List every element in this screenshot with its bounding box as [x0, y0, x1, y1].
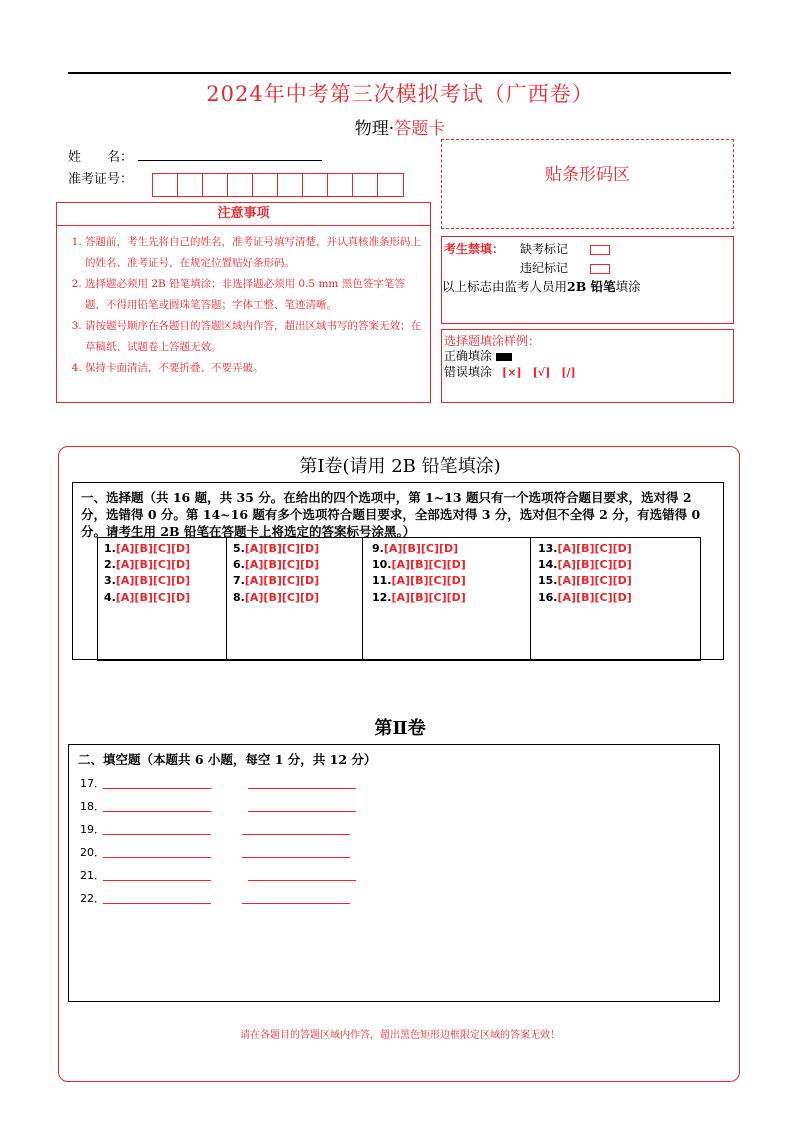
id-digit-cell[interactable] — [153, 174, 178, 196]
question-number: 4. — [104, 591, 116, 604]
ban-label: 考生禁填： — [444, 242, 505, 256]
notice-item: 3. 请按题号顺序在各题目的答题区域内作答，超出区域书写的答案无效；在草稿纸、试题卷上答题无效。 — [85, 316, 424, 358]
answer-options[interactable]: [A][B][C][D] — [557, 574, 632, 587]
question-number: 15. — [538, 574, 558, 587]
answer-options[interactable]: [A][B][C][D] — [115, 542, 191, 555]
question-number: 11. — [372, 574, 392, 587]
name-label: 姓 名： — [68, 150, 134, 165]
blank-number: 18． — [80, 800, 105, 813]
answer-options[interactable]: [A][B][C][D] — [244, 542, 320, 555]
notice-item: 2. 选择题必须用 2B 铅笔填涂；非选择题必须用 0.5 mm 黑色签字笔答题，不得用铅笔或圆珠笔答题；字体工整、笔迹清晰。 — [85, 274, 424, 316]
blank-number: 19． — [80, 823, 105, 836]
id-digit-cell[interactable] — [203, 174, 228, 196]
id-digit-cell[interactable] — [278, 174, 303, 196]
choice-question — [538, 591, 632, 604]
card-label: 答题卡 — [394, 119, 446, 139]
answer-blank[interactable] — [242, 834, 350, 835]
id-number-cells[interactable] — [152, 173, 404, 197]
answer-blank[interactable] — [103, 788, 211, 789]
correct-label: 正确填涂 — [444, 349, 493, 363]
choice-question — [538, 558, 632, 571]
choice-question — [372, 591, 466, 604]
ban-note-suffix: 填涂 — [615, 279, 641, 294]
answer-blank[interactable] — [248, 788, 356, 789]
answer-options[interactable]: [A][B][C][D] — [115, 574, 191, 587]
choice-question — [104, 591, 190, 604]
barcode-label: 贴条形码区 — [545, 165, 630, 185]
id-digit-cell[interactable] — [328, 174, 353, 196]
answer-options[interactable]: [A][B][C][D] — [244, 558, 320, 571]
ban-note-bold: 2B 铅笔 — [567, 279, 616, 294]
choice-instructions: 一、选择题（共 16 题，共 35 分。在给出的四个选项中，第 1~13 题只有一个选项符合题目要求，选对得 2 分，选错得 0 分。第 14~16 题有多个选项符合题目要求，全部选对得 3 分，选对但不全得 2 分，有选错得 0 分。请考生用 2B 铅笔在答题卡上将选定的答案标号涂黑。） — [81, 490, 701, 539]
question-number: 5. — [233, 542, 245, 555]
notice-list — [57, 232, 430, 379]
ban-note — [442, 277, 641, 295]
question-number: 6. — [233, 558, 245, 571]
choice-question — [233, 542, 319, 555]
choice-question — [233, 591, 319, 604]
notice-item: 4. 保持卡面清洁，不要折叠、不要弄破。 — [85, 358, 424, 379]
blank-number: 17． — [80, 777, 105, 790]
grid-divider — [530, 537, 531, 661]
absent-mark-box[interactable] — [590, 245, 610, 255]
ban-note-prefix: 以上标志由监考人员用 — [442, 279, 568, 294]
answer-blank[interactable] — [248, 880, 356, 881]
choice-question — [372, 542, 458, 555]
answer-options[interactable]: [A][B][C][D] — [115, 591, 191, 604]
notice-item: 1. 答题前，考生先将自己的姓名，准考证号填写清楚，并认真核准条形码上的姓名、准考证号，在规定位置贴好条形码。 — [85, 232, 424, 274]
choice-question — [372, 558, 466, 571]
choice-question — [104, 542, 190, 555]
question-number: 16. — [538, 591, 558, 604]
section1-title: 第Ⅰ卷(请用 2B 铅笔填涂) — [299, 456, 501, 477]
grid-divider — [362, 537, 363, 661]
choice-question — [538, 574, 632, 587]
section2-title: 第Ⅱ卷 — [374, 718, 426, 739]
violation-label: 违纪标记 — [520, 261, 569, 275]
choice-question — [104, 558, 190, 571]
id-digit-cell[interactable] — [178, 174, 203, 196]
subject-label: 物理· — [354, 119, 395, 139]
wrong-marks: [×] [√] [/] — [502, 366, 576, 379]
id-digit-cell[interactable] — [378, 174, 403, 196]
barcode-area — [441, 139, 734, 229]
violation-mark-row — [520, 259, 610, 276]
question-number: 12. — [372, 591, 392, 604]
wrong-label: 错误填涂 — [444, 365, 493, 379]
wrong-sample-row — [444, 363, 576, 380]
answer-options[interactable]: [A][B][C][D] — [557, 542, 632, 555]
answer-blank[interactable] — [103, 903, 211, 904]
notice-heading: 注意事项 — [57, 203, 430, 226]
answer-options[interactable]: [A][B][C][D] — [244, 591, 320, 604]
answer-blank[interactable] — [103, 834, 211, 835]
question-number: 10. — [372, 558, 392, 571]
choice-question — [233, 558, 319, 571]
choice-question — [233, 574, 319, 587]
choice-question — [538, 542, 632, 555]
correct-sample-row — [444, 347, 512, 364]
fill-blank-title: 二、填空题（本题共 6 小题，每空 1 分，共 12 分） — [78, 752, 377, 767]
answer-options[interactable]: [A][B][C][D] — [115, 558, 191, 571]
notice-box — [56, 202, 431, 403]
blank-number: 20． — [80, 846, 105, 859]
answer-options[interactable]: [A][B][C][D] — [557, 591, 632, 604]
top-rule — [68, 72, 731, 74]
answer-options[interactable]: [A][B][C][D] — [244, 574, 320, 587]
question-number: 3. — [104, 574, 116, 587]
answer-options[interactable]: [A][B][C][D] — [391, 574, 466, 587]
question-number: 9. — [372, 542, 384, 555]
answer-blank[interactable] — [103, 857, 211, 858]
violation-mark-box[interactable] — [590, 264, 610, 274]
fill-sample-box — [441, 329, 734, 403]
answer-blank[interactable] — [242, 857, 350, 858]
blank-number: 22． — [80, 892, 105, 905]
answer-blank[interactable] — [103, 811, 211, 812]
choice-question — [104, 574, 190, 587]
question-number: 7. — [233, 574, 245, 587]
id-digit-cell[interactable] — [353, 174, 378, 196]
card-subtitle — [0, 114, 800, 139]
id-label: 准考证号： — [68, 172, 134, 187]
answer-options[interactable]: [A][B][C][D] — [391, 558, 466, 571]
answer-blank[interactable] — [248, 811, 356, 812]
examiner-only-box — [441, 236, 734, 324]
absent-mark-row — [520, 240, 610, 257]
footer-warning: 请在各题目的答题区域内作答，超出黑色矩形边框限定区域的答案无效！ — [240, 1030, 560, 1041]
fill-blank-section — [68, 744, 720, 1002]
sample-label: 选择题填涂样例： — [444, 334, 541, 348]
answer-blank[interactable] — [103, 880, 211, 881]
id-digit-cell[interactable] — [228, 174, 253, 196]
grid-divider — [226, 537, 227, 661]
question-number: 13. — [538, 542, 558, 555]
answer-options[interactable]: [A][B][C][D] — [391, 591, 466, 604]
answer-options[interactable]: [A][B][C][D] — [383, 542, 459, 555]
id-digit-cell[interactable] — [253, 174, 278, 196]
blank-number: 21． — [80, 869, 105, 882]
question-number: 2. — [104, 558, 116, 571]
question-number: 14. — [538, 558, 558, 571]
answer-options[interactable]: [A][B][C][D] — [557, 558, 632, 571]
question-number: 1. — [104, 542, 116, 555]
filled-mark — [496, 353, 512, 361]
question-number: 8. — [233, 591, 245, 604]
absent-label: 缺考标记 — [520, 242, 569, 256]
name-field[interactable] — [138, 160, 322, 161]
choice-question — [372, 574, 466, 587]
answer-blank[interactable] — [242, 903, 350, 904]
id-digit-cell[interactable] — [303, 174, 328, 196]
exam-title: 2024年中考第三次模拟考试（广西卷） — [206, 82, 594, 106]
